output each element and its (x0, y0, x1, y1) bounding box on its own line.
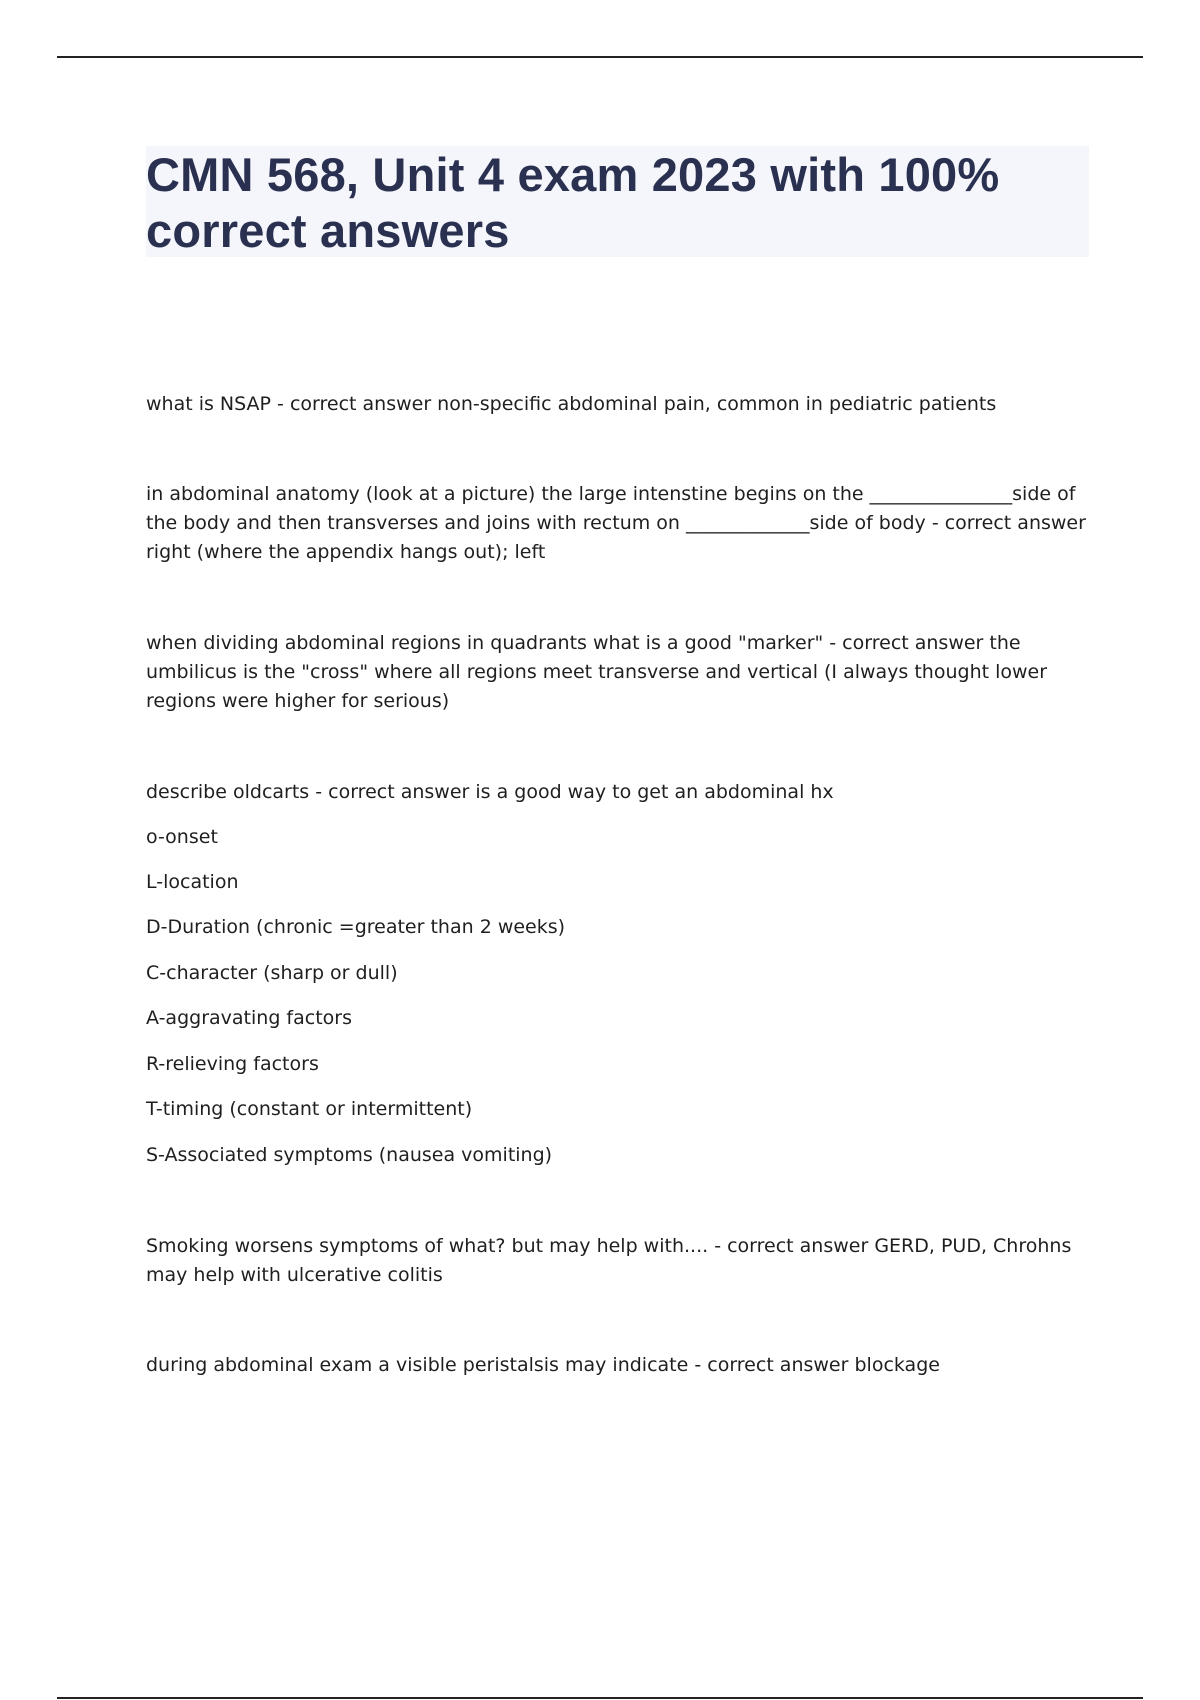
bottom-rule (57, 1697, 1143, 1699)
qa-item-quadrant-marker: when dividing abdominal regions in quadrants what is a good "marker" - correct answer the umbilicus is the "cross" where all regions meet transverse and vertical (I always thought lower regions were higher for serious) (146, 632, 1048, 712)
oldcarts-relieving: R-relieving factors (146, 1053, 319, 1075)
title-box (146, 146, 1089, 257)
oldcarts-character: C-character (sharp or dull) (146, 962, 398, 984)
oldcarts-aggravating: A-aggravating factors (146, 1007, 352, 1029)
qa-item-large-intestine: in abdominal anatomy (look at a picture) the large intenstine begins on the _______________side of the body and then transverses and joins with rectum on _____________side of body - correct answer right (where the appendix hangs out); left (146, 483, 1086, 563)
top-rule (57, 56, 1143, 58)
oldcarts-onset: o-onset (146, 826, 218, 848)
qa-item-smoking: Smoking worsens symptoms of what? but may help with.... - correct answer GERD, PUD, Chrohns may help with ulcerative colitis (146, 1235, 1072, 1286)
qa-item-nsap: what is NSAP - correct answer non-specific abdominal pain, common in pediatric patients (146, 393, 997, 415)
qa-item-peristalsis: during abdominal exam a visible peristalsis may indicate - correct answer blockage (146, 1354, 940, 1376)
document-title: CMN 568, Unit 4 exam 2023 with 100% correct answers (146, 148, 1000, 257)
oldcarts-associated: S-Associated symptoms (nausea vomiting) (146, 1144, 553, 1166)
oldcarts-location: L-location (146, 871, 239, 893)
oldcarts-duration: D-Duration (chronic =greater than 2 weeks) (146, 916, 566, 938)
qa-item-oldcarts: describe oldcarts - correct answer is a good way to get an abdominal hx (146, 781, 834, 803)
oldcarts-timing: T-timing (constant or intermittent) (146, 1098, 473, 1120)
